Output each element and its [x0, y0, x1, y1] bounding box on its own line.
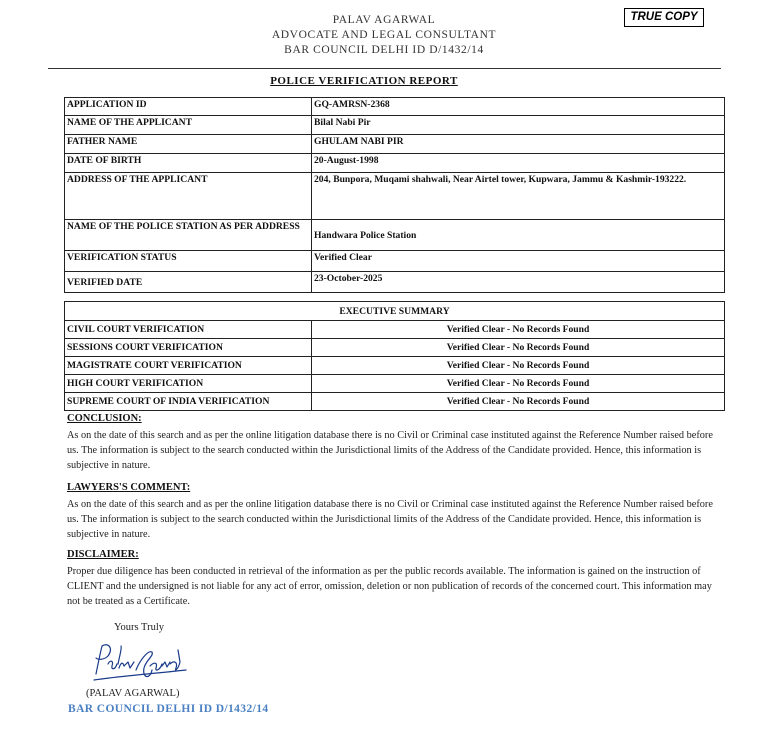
detail-value: 20-August-1998 — [312, 154, 725, 173]
summary-label: HIGH COURT VERIFICATION — [65, 375, 312, 393]
lawyers-comment-text: As on the date of this search and as per the online litigation database there is no Civil or Criminal case instituted against the Reference Number raised before us. The information is subject to the search conducted within the Jurisdictional limits of the Address of the Candidate provided. Hence, this information is subjective in nature. — [67, 499, 713, 540]
detail-value: Handwara Police Station — [312, 220, 725, 251]
report-title: POLICE VERIFICATION REPORT — [270, 75, 458, 87]
advocate-role: ADVOCATE AND LEGAL CONSULTANT — [271, 29, 497, 41]
disclaimer-heading: DISCLAIMER: — [67, 549, 139, 560]
table-row — [65, 339, 725, 357]
table-row — [65, 393, 725, 411]
detail-label: APPLICATION ID — [65, 98, 312, 116]
table-row — [65, 302, 725, 321]
advocate-name: PALAV AGARWAL — [332, 14, 436, 26]
detail-label: ADDRESS OF THE APPLICANT — [65, 173, 312, 220]
table-row — [65, 98, 725, 116]
closing-salutation: Yours Truly — [114, 622, 165, 633]
summary-value: Verified Clear - No Records Found — [312, 321, 725, 339]
table-row — [65, 173, 725, 220]
summary-label: CIVIL COURT VERIFICATION — [65, 321, 312, 339]
signatory-name: (PALAV AGARWAL) — [86, 688, 180, 699]
summary-title: EXECUTIVE SUMMARY — [65, 302, 725, 321]
conclusion-heading: CONCLUSION: — [67, 413, 142, 424]
summary-value: Verified Clear - No Records Found — [312, 357, 725, 375]
detail-value: Verified Clear — [312, 251, 725, 272]
table-row — [65, 220, 725, 251]
executive-summary-table — [64, 301, 725, 411]
table-row — [65, 154, 725, 173]
detail-label: DATE OF BIRTH — [65, 154, 312, 173]
header-divider — [48, 68, 721, 69]
header-bar-id: BAR COUNCIL DELHI ID D/1432/14 — [284, 44, 484, 56]
table-row — [65, 272, 725, 293]
detail-value: Bilal Nabi Pir — [312, 116, 725, 135]
detail-value: GQ-AMRSN-2368 — [312, 98, 725, 116]
conclusion-text: As on the date of this search and as per the online litigation database there is no Civil or Criminal case instituted against the Reference Number raised before us. The information is subject to the search conducted within the Jurisdictional limits of the Address of the Candidate provided. Hence, this information is subjective in nature. — [67, 430, 713, 471]
table-row — [65, 251, 725, 272]
summary-value: Verified Clear - No Records Found — [312, 375, 725, 393]
summary-value: Verified Clear - No Records Found — [312, 339, 725, 357]
true-copy-stamp: TRUE COPY — [624, 8, 704, 27]
footer-bar-id: BAR COUNCIL DELHI ID D/1432/14 — [68, 703, 269, 715]
detail-label: NAME OF THE APPLICANT — [65, 116, 312, 135]
table-row — [65, 357, 725, 375]
table-row — [65, 375, 725, 393]
summary-label: SESSIONS COURT VERIFICATION — [65, 339, 312, 357]
summary-value: Verified Clear - No Records Found — [312, 393, 725, 411]
table-row — [65, 321, 725, 339]
handwritten-signature — [90, 640, 190, 691]
detail-label: NAME OF THE POLICE STATION AS PER ADDRESS — [65, 220, 312, 251]
summary-label: SUPREME COURT OF INDIA VERIFICATION — [65, 393, 312, 411]
detail-value: 204, Bunpora, Muqami shahwali, Near Airtel tower, Kupwara, Jammu & Kashmir-193222. — [312, 173, 725, 220]
detail-value: 23-October-2025 — [312, 272, 725, 293]
table-row — [65, 135, 725, 154]
detail-label: FATHER NAME — [65, 135, 312, 154]
lawyers-comment-heading: LAWYERS'S COMMENT: — [67, 482, 191, 493]
detail-label: VERIFIED DATE — [65, 272, 312, 293]
detail-value: GHULAM NABI PIR — [312, 135, 725, 154]
applicant-details-table — [64, 97, 725, 293]
disclaimer-text: Proper due diligence has been conducted in retrieval of the information as per the public records available. The information is gained on the instruction of CLIENT and the undersigned is not liable for any act of error, omission, deletion or non publication of records of the concerned court. This information may not be treated as a Certificate. — [67, 566, 712, 607]
table-row — [65, 116, 725, 135]
detail-label: VERIFICATION STATUS — [65, 251, 312, 272]
summary-label: MAGISTRATE COURT VERIFICATION — [65, 357, 312, 375]
